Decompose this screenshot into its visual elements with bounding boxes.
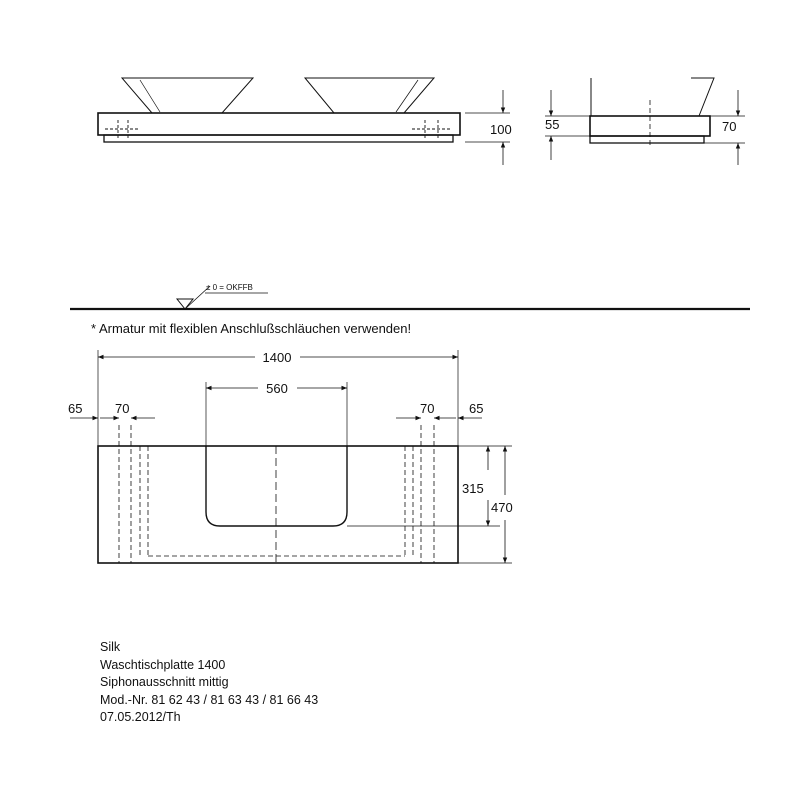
model-numbers: Mod.-Nr. 81 62 43 / 81 63 43 / 81 66 43 bbox=[100, 692, 319, 707]
side-inner-label: 55 bbox=[545, 117, 560, 132]
drill-left-label: 70 bbox=[115, 401, 130, 416]
drawing-date: 07.05.2012/Th bbox=[100, 710, 181, 725]
side-view bbox=[545, 78, 745, 165]
total-width-label: 1400 bbox=[262, 350, 292, 365]
floor-label: ± 0 = OKFFB bbox=[206, 283, 253, 292]
product-info-block bbox=[100, 639, 318, 727]
side-height-label: 70 bbox=[722, 119, 737, 134]
front-slab-lip bbox=[104, 135, 453, 142]
product-variant: Siphonausschnitt mittig bbox=[100, 675, 229, 690]
plan-view bbox=[70, 350, 512, 563]
cutout-width-label: 560 bbox=[266, 381, 288, 396]
front-height-label: 100 bbox=[490, 122, 512, 137]
edge-right-label: 65 bbox=[469, 401, 484, 416]
cutout-depth-label: 315 bbox=[462, 481, 484, 496]
floor-reference bbox=[70, 286, 750, 309]
installation-note: * Armatur mit flexiblen Anschlußschläuchen verwenden! bbox=[91, 321, 412, 336]
drill-right-label: 70 bbox=[420, 401, 435, 416]
right-basin-shape bbox=[305, 78, 434, 113]
series-name: Silk bbox=[100, 640, 121, 654]
front-elevation-view bbox=[98, 78, 510, 165]
side-slab-lip bbox=[590, 136, 704, 143]
siphon-cutout bbox=[206, 446, 347, 526]
total-depth-label: 470 bbox=[491, 500, 513, 515]
product-name: Waschtischplatte 1400 bbox=[100, 657, 226, 672]
edge-left-label: 65 bbox=[68, 401, 83, 416]
plan-slab-outline bbox=[98, 446, 458, 563]
front-slab bbox=[98, 113, 460, 135]
